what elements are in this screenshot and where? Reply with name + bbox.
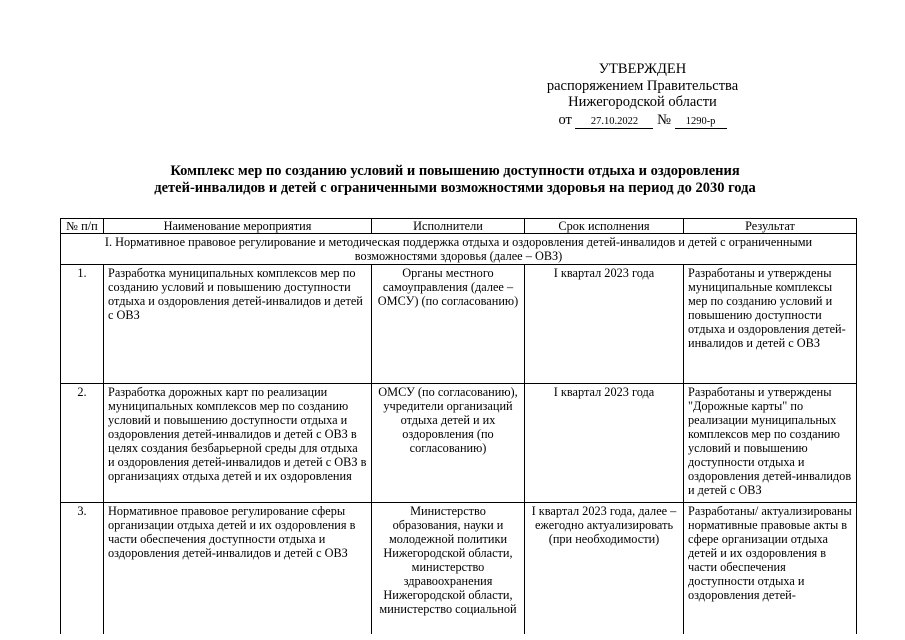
measures-table (60, 218, 857, 634)
title-line-2: детей-инвалидов и детей с ограниченными возможностями здоровья на период до 2030 года (154, 180, 756, 196)
approval-authority: распоряжением Правительства (546, 77, 739, 94)
number-label: № (657, 111, 671, 128)
document-title (80, 163, 830, 197)
row-num: 2. (61, 384, 104, 503)
table-row (61, 384, 857, 503)
section-title: I. Нормативное правовое регулирование и методическая поддержка отдыха и оздоровления детей-инвалидов и детей с ограниченными возможностями здоровья (далее – ОВЗ) (61, 234, 857, 265)
from-label: от (558, 111, 572, 128)
row-executors: ОМСУ (по согласованию), учредители организаций отдыха детей и их оздоровления (по согласованию) (372, 384, 525, 503)
table-row (61, 503, 857, 635)
row-result: Разработаны и утверждены "Дорожные карты" по реализации муниципальных комплексов мер по созданию условий и повышению доступности отдыха и оздоровления детей-инвалидов и детей с ОВЗ (684, 384, 857, 503)
row-executors: Органы местного самоуправления (далее – ОМСУ) (по согласованию) (372, 265, 525, 384)
row-num: 3. (61, 503, 104, 635)
table-header-row (61, 219, 857, 234)
row-result: Разработаны и утверждены муниципальные комплексы мер по созданию условий и повышению доступности отдыха и оздоровления детей-инвалидов и детей с ОВЗ (684, 265, 857, 384)
approval-block (530, 61, 755, 129)
row-deadline: I квартал 2023 года (525, 265, 684, 384)
row-name: Нормативное правовое регулирование сферы организации отдыха детей и их оздоровления в части обеспечения доступности отдыха и оздоровления детей-инвалидов и детей с ОВЗ (104, 503, 372, 635)
header-num: № п/п (61, 219, 104, 234)
row-name: Разработка муниципальных комплексов мер по созданию условий и повышению доступности отдыха и оздоровления детей-инвалидов и детей с ОВЗ (104, 265, 372, 384)
row-deadline: I квартал 2023 года (525, 384, 684, 503)
approval-number: 1290-р (675, 115, 727, 129)
table-row (61, 265, 857, 384)
approval-region: Нижегородской области (568, 94, 717, 110)
row-deadline: I квартал 2023 года, далее – ежегодно актуализировать (при необходимости) (525, 503, 684, 635)
row-result: Разработаны/ актуализированы нормативные правовые акты в сфере организации отдыха детей и их оздоровления в части обеспечения доступности отдыха и оздоровления детей- (684, 503, 857, 635)
header-result: Результат (684, 219, 857, 234)
title-line-1: Комплекс мер по созданию условий и повышению доступности отдыха и оздоровления (170, 163, 740, 179)
row-name: Разработка дорожных карт по реализации муниципальных комплексов мер по созданию условий и повышению доступности отдыха и оздоровления детей-инвалидов и детей с ОВЗ в целях создания безбарьерной среды для отдыха и оздоровления детей-инвалидов и детей с ОВЗ в организациях отдыха детей и их оздоровления (104, 384, 372, 503)
row-num: 1. (61, 265, 104, 384)
header-deadline: Срок исполнения (525, 219, 684, 234)
approval-date-row (530, 112, 755, 129)
approval-heading: УТВЕРЖДЕН (598, 61, 687, 77)
header-executors: Исполнители (372, 219, 525, 234)
header-name: Наименование мероприятия (104, 219, 372, 234)
approval-date: 27.10.2022 (575, 115, 653, 129)
section-row (61, 234, 857, 265)
row-executors: Министерство образования, науки и молодежной политики Нижегородской области, министерство здравоохранения Нижегородской области, министерство социальной (372, 503, 525, 635)
